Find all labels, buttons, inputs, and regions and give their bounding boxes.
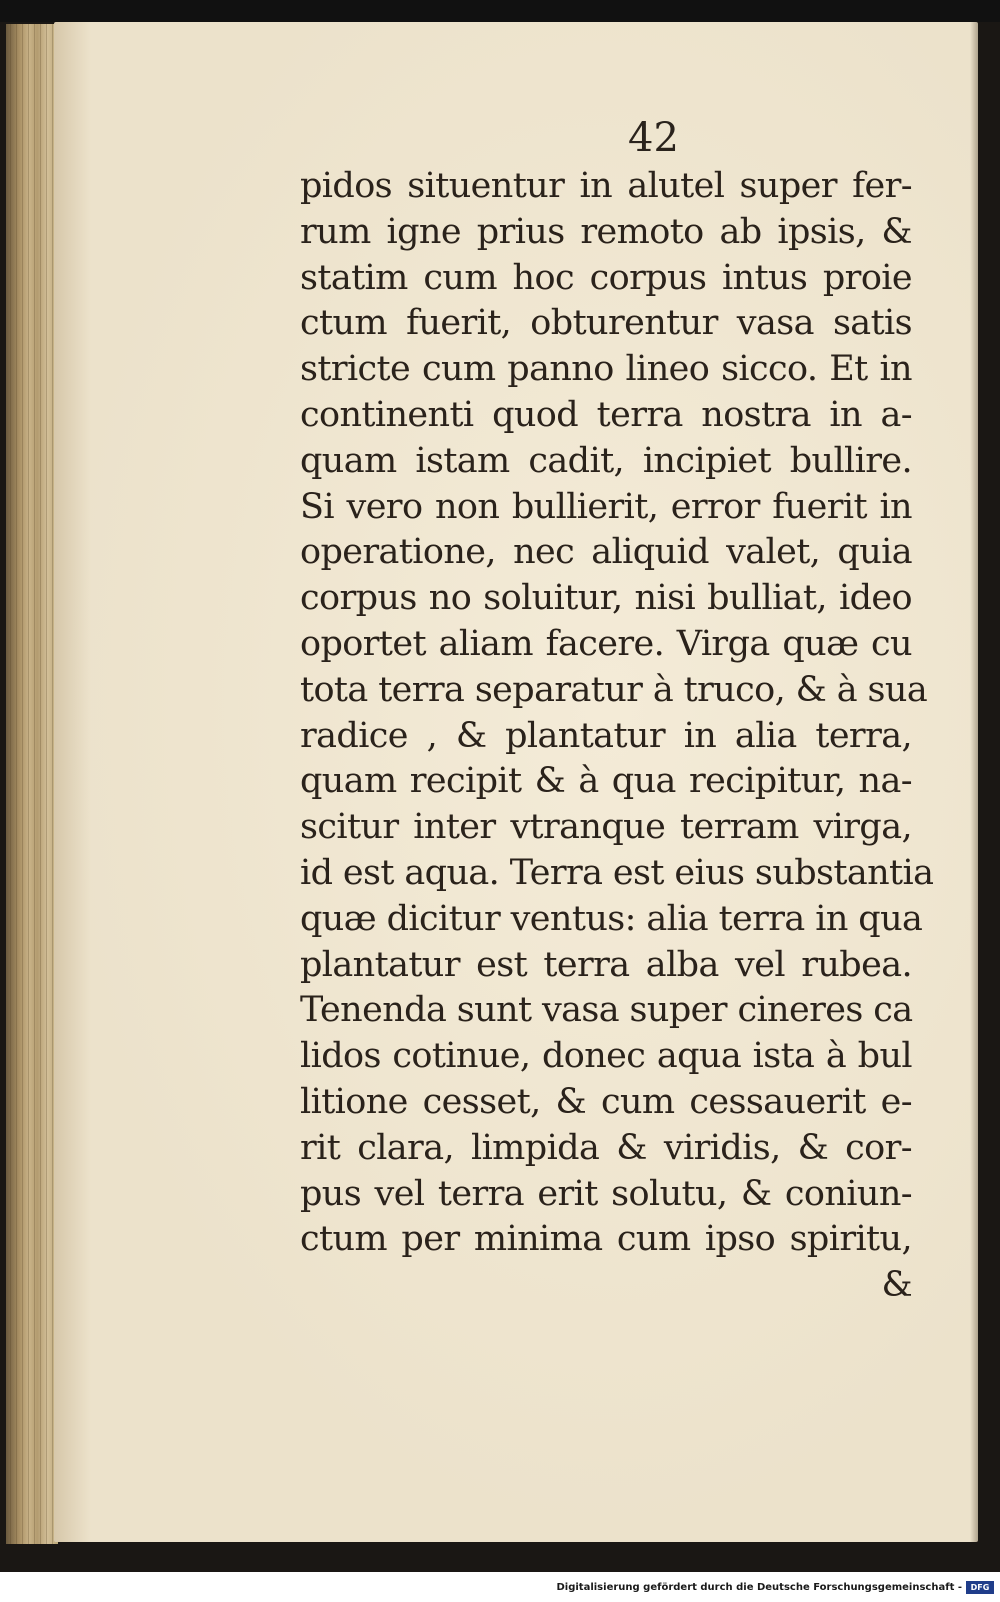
text-line: quam recipit & à qua recipitur, na-	[300, 761, 912, 802]
scan-top-band	[0, 0, 1000, 22]
text-line: rit clara, limpida & viridis, & cor-	[300, 1127, 912, 1168]
text-line: ctum per minima cum ipso spiritu,	[300, 1219, 912, 1260]
text-line: lidos cotinue, donec aqua ista à bul	[300, 1036, 912, 1077]
text-line: statim cum hoc corpus intus proie	[300, 257, 912, 298]
text-line: oportet aliam facere. Virga quæ cu	[300, 623, 912, 664]
catchword: &	[881, 1265, 912, 1306]
text-line: quam istam cadit, incipiet bullire.	[300, 440, 912, 481]
page-text	[300, 164, 934, 1309]
text-line: ctum fuerit, obturentur vasa satis	[300, 303, 912, 344]
text-line: operatione, nec aliquid valet, quia	[300, 532, 912, 573]
text-line: radice , & plantatur in alia terra,	[300, 715, 912, 756]
text-line: litione cesset, & cum cessauerit e-	[300, 1081, 912, 1122]
text-line: continenti quod terra nostra in a-	[300, 394, 912, 435]
text-line: plantatur est terra alba vel rubea.	[300, 944, 912, 985]
text-line: id est aqua. Terra est eius substantia	[300, 852, 934, 893]
dfg-logo-icon: DFG	[966, 1581, 994, 1594]
footer-credit: Digitalisierung gefördert durch die Deutsche Forschungsgemeinschaft -	[556, 1582, 962, 1593]
text-line: pidos situentur in alutel super fer-	[300, 166, 912, 206]
text-line: pus vel terra erit solutu, & coniun-	[300, 1173, 912, 1214]
text-line: rum igne prius remoto ab ipsis, &	[300, 211, 912, 252]
book-page-edges-lines	[10, 24, 54, 1544]
text-line: Tenenda sunt vasa super cineres ca	[300, 990, 913, 1031]
text-line: quæ dicitur ventus: alia terra in qua	[300, 898, 923, 939]
page-edge-shadow	[970, 22, 978, 1542]
text-line: stricte cum panno lineo sicco. Et in	[300, 349, 912, 390]
text-line: scitur inter vtranque terram virga,	[300, 807, 912, 848]
page-number: 42	[628, 115, 679, 161]
text-line: corpus no soluitur, nisi bulliat, ideo	[300, 578, 912, 619]
text-line: tota terra separatur à truco, & à sua	[300, 669, 928, 710]
text-line: Si vero non bullierit, error fuerit in	[300, 486, 912, 527]
